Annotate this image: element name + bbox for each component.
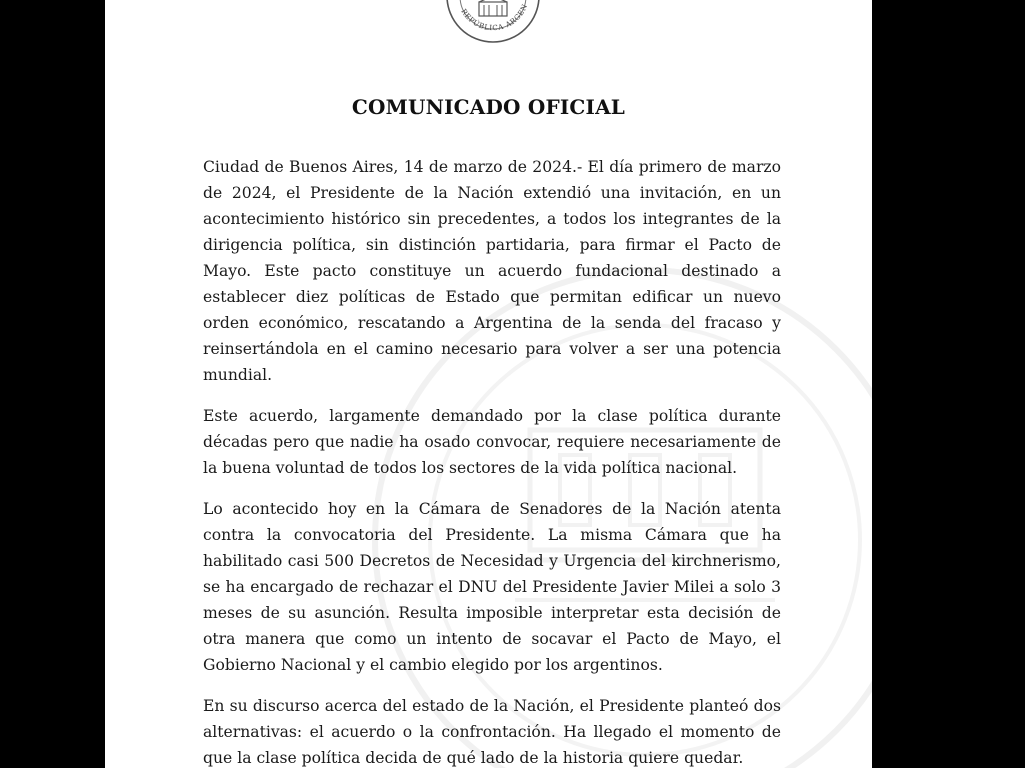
paragraph-2: Este acuerdo, largamente demandado por la clase política durante décadas pero que nadie ha osado convocar, requiere necesariamente de la buena voluntad de todos los sectores de la vida política nacional. bbox=[203, 407, 781, 477]
document-body bbox=[203, 154, 781, 768]
national-seal-icon bbox=[445, 0, 541, 44]
svg-text:REPÚBLICA ARGENTINA: REPÚBLICA ARGEN bbox=[459, 2, 530, 33]
document-page bbox=[105, 0, 872, 768]
paragraph-3: Lo acontecido hoy en la Cámara de Senadores de la Nación atenta contra la convocatoria del Presidente. La misma Cámara que ha habilitado casi 500 Decretos de Necesidad y Urgencia del kirchnerismo, se ha encargado de rechazar el DNU del Presidente Javier Milei a solo 3 meses de su asunción. Resulta imposible interpretar esta decisión de otra manera que como un intento de socavar el Pacto de Mayo, el Gobierno Nacional y el cambio elegido por los argentinos. bbox=[203, 500, 781, 674]
paragraph-4: En su discurso acerca del estado de la Nación, el Presidente planteó dos alternativas: el acuerdo o la confrontación. Ha llegado el momento de que la clase política decida de qué lado de la historia quiere quedar. bbox=[203, 697, 781, 767]
document-title: COMUNICADO OFICIAL bbox=[351, 95, 626, 119]
paragraph-1: Ciudad de Buenos Aires, 14 de marzo de 2024.- El día primero de marzo de 2024, el Presidente de la Nación extendió una invitación, en un acontecimiento histórico sin precedentes, a todos los integrantes de la dirigencia política, sin distinción partidaria, para firmar el Pacto de Mayo. Este pacto constituye un acuerdo fundacional destinado a establecer diez políticas de Estado que permitan edificar un nuevo orden económico, rescatando a Argentina de la senda del fracaso y reinsertándola en el camino necesario para volver a ser una potencia mundial. bbox=[203, 158, 781, 384]
